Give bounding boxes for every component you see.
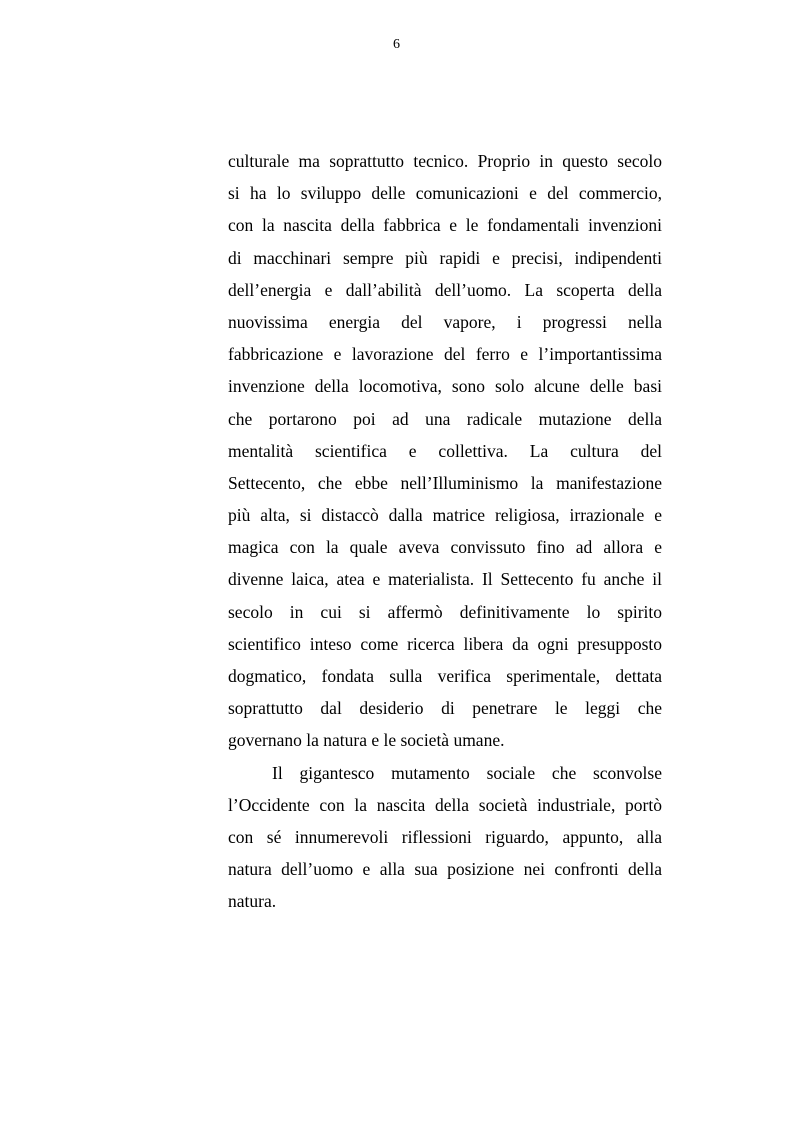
text-line: con sé innumerevoli riflessioni riguardo, appunto, alla xyxy=(228,826,662,847)
text-line: invenzione della locomotiva, sono solo alcune delle basi xyxy=(228,376,662,397)
text-line: scientifico inteso come ricerca libera da ogni presupposto xyxy=(228,633,662,654)
text-line: natura dell’uomo e alla sua posizione nei confronti della xyxy=(228,859,662,880)
text-line: soprattutto dal desiderio di penetrare le leggi che xyxy=(228,698,662,719)
paragraph-2 xyxy=(228,757,662,918)
text-line: mentalità scientifica e collettiva. La cultura del xyxy=(228,440,662,461)
text-line: fabbricazione e lavorazione del ferro e l’importantissima xyxy=(228,344,662,365)
paragraph-1 xyxy=(228,145,662,757)
text-line: magica con la quale aveva convissuto fino ad allora e xyxy=(228,537,662,558)
text-line: governano la natura e le società umane. xyxy=(228,730,505,751)
page-number: 6 xyxy=(393,37,400,52)
text-line: dell’energia e dall’abilità dell’uomo. La scoperta della xyxy=(228,279,662,300)
text-line: Settecento, che ebbe nell’Illuminismo la manifestazione xyxy=(228,472,662,493)
text-line: dogmatico, fondata sulla verifica sperimentale, dettata xyxy=(228,666,662,686)
text-line: che portarono poi ad una radicale mutazione della xyxy=(228,408,662,429)
text-line: di macchinari sempre più rapidi e precisi, indipendenti xyxy=(228,247,662,268)
text-line: natura. xyxy=(228,891,277,912)
text-line: secolo in cui si affermò definitivamente lo spirito xyxy=(228,601,662,622)
text-line: divenne laica, atea e materialista. Il Settecento fu anche il xyxy=(228,569,662,590)
text-line: con la nascita della fabbrica e le fondamentali invenzioni xyxy=(228,215,662,236)
text-line: più alta, si distaccò dalla matrice religiosa, irrazionale e xyxy=(228,505,662,526)
text-line: Il gigantesco mutamento sociale che sconvolse xyxy=(272,762,662,783)
body-text xyxy=(228,145,662,918)
text-line: l’Occidente con la nascita della società industriale, portò xyxy=(228,794,662,815)
text-line: nuovissima energia del vapore, i progressi nella xyxy=(228,311,662,332)
text-line: si ha lo sviluppo delle comunicazioni e del commercio, xyxy=(228,183,662,204)
text-line: culturale ma soprattutto tecnico. Proprio in questo secolo xyxy=(228,151,662,171)
